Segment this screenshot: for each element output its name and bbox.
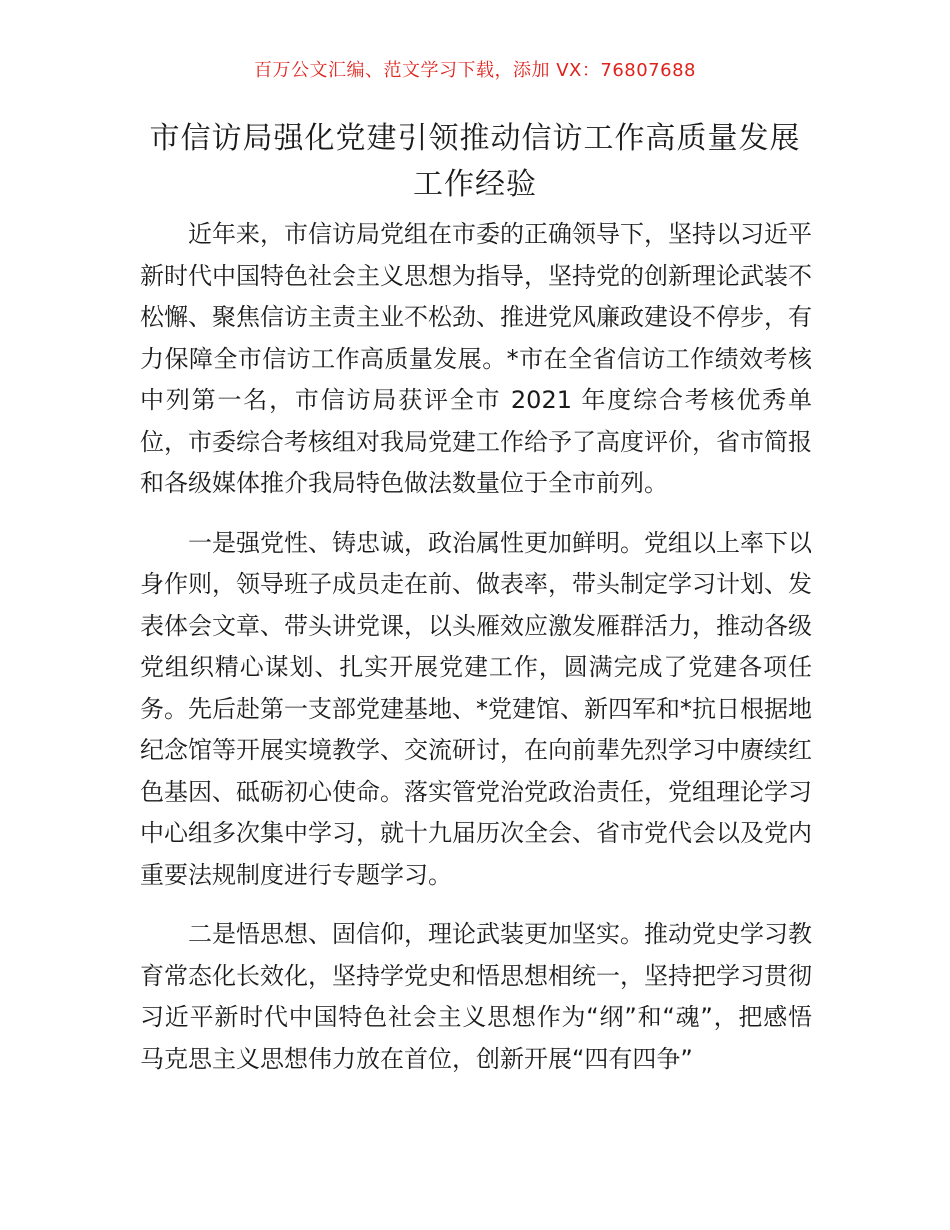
paragraph-intro: 近年来，市信访局党组在市委的正确领导下，坚持以习近平新时代中国特色社会主义思想为指导，坚持党的创新理论武装不松懈、聚焦信访主责主业不松劲、推进党风廉政建设不停步，有力保障全市信访工作高质量发展。*市在全省信访工作绩效考核中列第一名，市信访局获评全市 2021 年度综合考核优秀单位，市委综合考核组对我局党建工作给予了高度评价，省市简报和各级媒体推介我局特色做法数量位于全市前列。: [140, 220, 812, 497]
header-watermark-note: 百万公文汇编、范文学习下载，添加 VX：76807688: [254, 60, 696, 81]
document-title: 市信访局强化党建引领推动信访工作高质量发展工作经验: [149, 121, 801, 202]
document-body: [140, 214, 812, 1098]
paragraph-point-two: 二是悟思想、固信仰，理论武装更加坚实。推动党史学习教育常态化长效化，坚持学党史和悟思想相统一，坚持把学习贯彻习近平新时代中国特色社会主义思想作为“纲”和“魂”，把感悟马克思主义思想伟力放在首位，创新开展“四有四争”: [140, 920, 812, 1073]
paragraph-point-one: 一是强党性、铸忠诚，政治属性更加鲜明。党组以上率下以身作则，领导班子成员走在前、做表率，带头制定学习计划、发表体会文章、带头讲党课，以头雁效应激发雁群活力，推动各级党组织精心谋划、扎实开展党建工作，圆满完成了党建各项任务。先后赴第一支部党建基地、*党建馆、新四军和*抗日根据地纪念馆等开展实境教学、交流研讨，在向前辈先烈学习中赓续红色基因、砥砺初心使命。落实管党治党政治责任，党组理论学习中心组多次集中学习，就十九届历次全会、省市党代会以及党内重要法规制度进行专题学习。: [140, 528, 812, 889]
